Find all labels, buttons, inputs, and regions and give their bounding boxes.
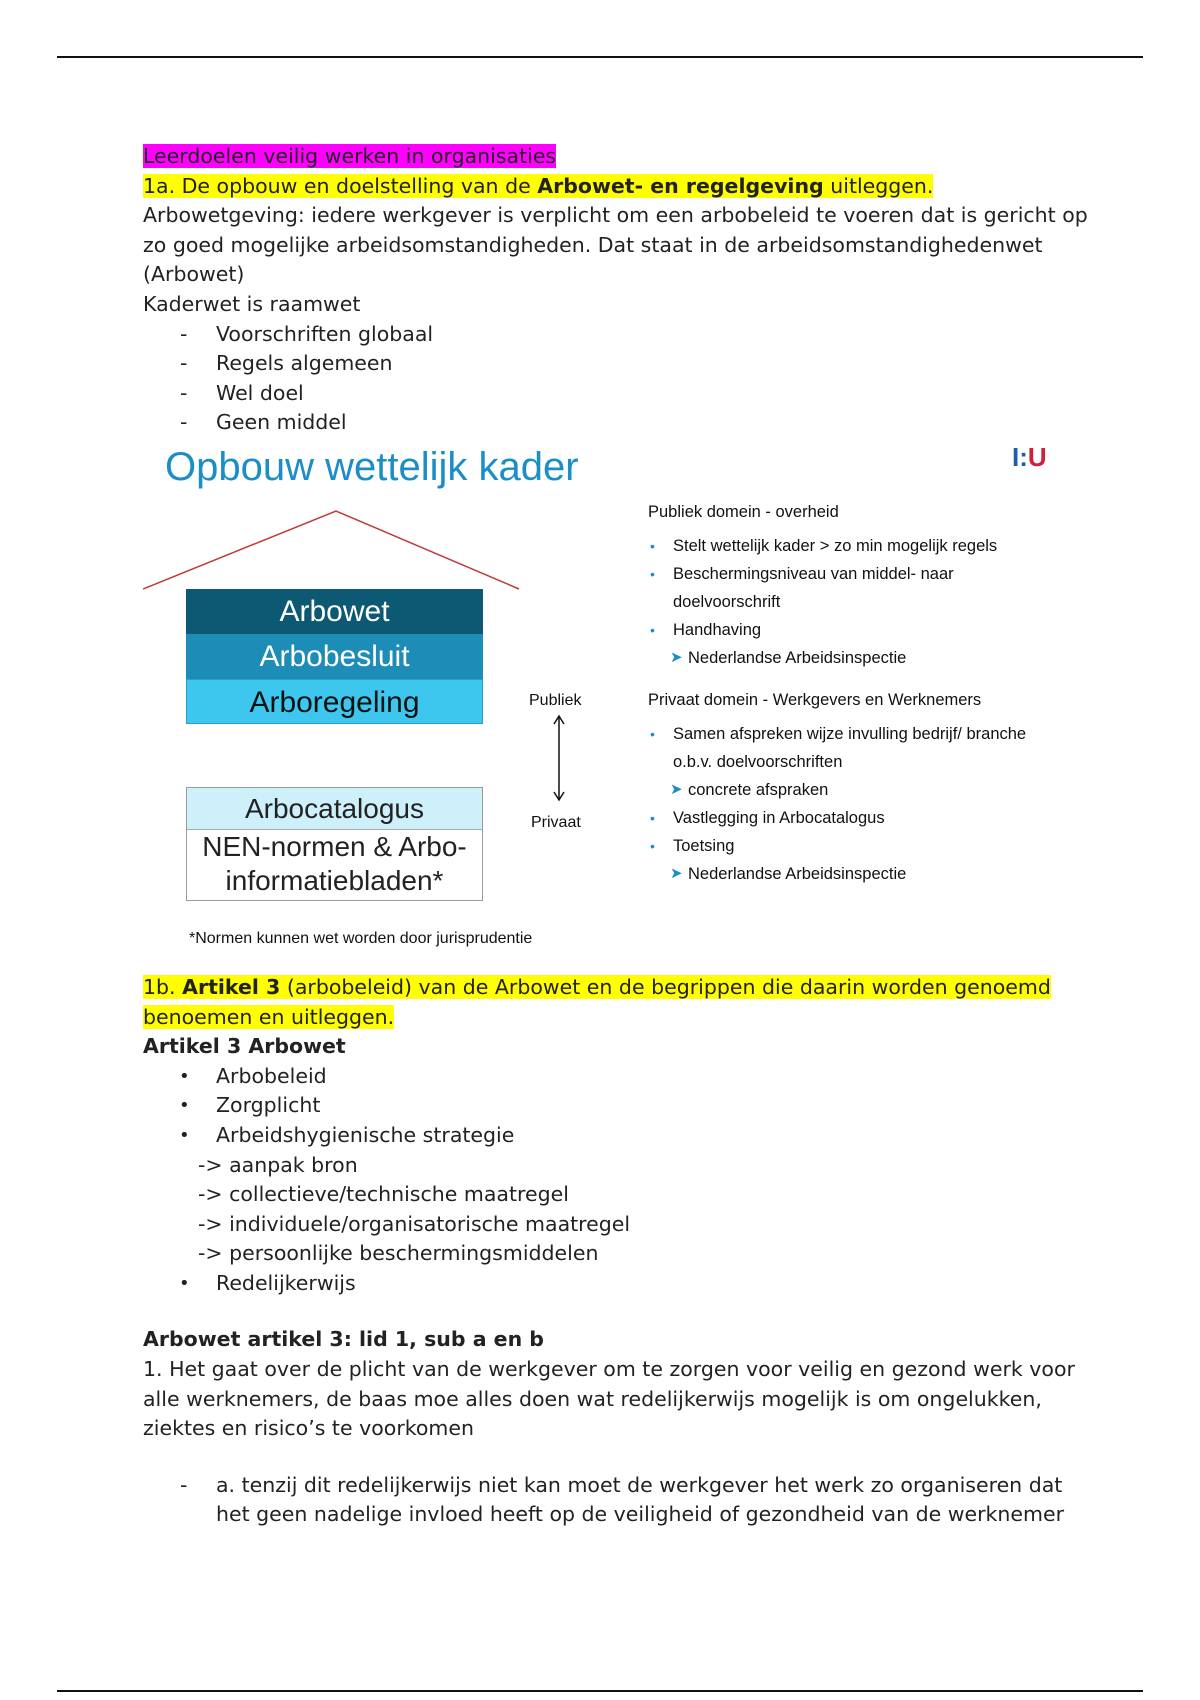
catalog-line: NEN-normen & Arbo- <box>202 830 467 862</box>
list-item-text: Zorgplicht <box>216 1093 321 1118</box>
catalog-line: informatiebladen* <box>225 864 444 896</box>
slide-title: Opbouw wettelijk kader <box>165 444 579 489</box>
label-publiek: Publiek <box>529 691 582 709</box>
double-arrow-icon <box>551 713 567 803</box>
goal-1a-prefix: 1a. De opbouw en doelstelling van de <box>143 173 538 198</box>
public-bullet: • Stelt wettelijk kader > zo min mogelijk regels <box>648 532 1058 560</box>
list-item: - Voorschriften globaal <box>180 321 434 346</box>
public-bullet-cont: doelvoorschrift <box>673 592 781 611</box>
lid-title-text: Arbowet artikel 3: lid 1, sub a en b <box>143 1327 544 1352</box>
roof-shape <box>143 503 523 593</box>
private-sub <box>648 860 1058 888</box>
list-item: - Geen middel <box>180 410 347 435</box>
catalog-title: Arbocatalogus <box>187 788 482 830</box>
list-item: - Regels algemeen <box>180 351 393 376</box>
private-bullet: • Toetsing <box>648 832 1058 860</box>
heading-text: Leerdoelen veilig werken in organisaties <box>143 144 557 168</box>
public-bullet: • Beschermingsniveau van middel- naar <box>648 560 1058 588</box>
private-bullet: • Vastlegging in Arbocatalogus <box>648 804 1058 832</box>
sub-a-text: het geen nadelige invloed heeft op de veiligheid of gezondheid van de werknemer <box>216 1502 1065 1527</box>
block-arbobesluit: Arbobesluit <box>186 634 483 679</box>
document-body <box>143 142 1088 1530</box>
top-rule <box>57 56 1143 58</box>
artikel3-title <box>143 1032 1063 1062</box>
kaderwet-line: Kaderwet is raamwet <box>143 291 361 316</box>
strategy-item: -> individuele/organisatorische maatregel <box>198 1211 631 1236</box>
private-sub-text: concrete afspraken <box>688 780 829 799</box>
private-bullet-cont: o.b.v. doelvoorschriften <box>673 752 843 771</box>
list-item-text: Wel doel <box>216 380 304 405</box>
list-item: • Arbobeleid <box>179 1063 327 1088</box>
goal-1b-prefix: 1b. <box>143 974 183 999</box>
goal-1a-suffix: uitleggen. <box>823 173 934 198</box>
goal-1b-line2 <box>143 1003 1063 1033</box>
public-sub-text: Nederlandse Arbeidsinspectie <box>688 648 907 667</box>
list-item-text: Arbobeleid <box>216 1063 327 1088</box>
arrow-icon: ➤ <box>670 780 683 798</box>
intro-line: Arbowetgeving: iedere werkgever is verplicht om een arbobeleid te voeren dat is gericht op <box>143 203 1088 228</box>
sub-a-item: - a. tenzij dit redelijkerwijs niet kan moet de werkgever het werk zo organiseren dat <box>180 1472 1063 1497</box>
arrow-icon: ➤ <box>670 864 683 882</box>
slide-image <box>143 443 1057 949</box>
domain-description <box>648 498 1058 888</box>
goal-1a <box>143 172 1063 202</box>
private-bullet: • Samen afspreken wijze invulling bedrijf/ branche <box>648 720 1058 748</box>
label-privaat: Privaat <box>531 813 581 831</box>
list-item-text: Geen middel <box>216 410 347 435</box>
public-sub <box>648 644 1058 672</box>
goal-1b-bold: Artikel 3 <box>182 974 281 999</box>
list-item-text: Redelijkerwijs <box>216 1270 356 1295</box>
public-bullet: • Handhaving <box>648 616 1058 644</box>
private-sub-text: Nederlandse Arbeidsinspectie <box>688 864 907 883</box>
sub-a-cont <box>143 1500 1063 1530</box>
block-arbowet: Arbowet <box>186 589 483 634</box>
list-item: - Wel doel <box>180 380 304 405</box>
lid-title <box>143 1325 1063 1355</box>
list-item-text: Voorschriften globaal <box>216 321 434 346</box>
list-item-text: Arbeidshygienische strategie <box>216 1122 515 1147</box>
goal-1b-suffix: (arbobeleid) van de Arbowet en de begrippen die daarin worden genoemd <box>280 974 1051 999</box>
catalog-box <box>186 787 483 901</box>
list-item: • Arbeidshygienische strategie <box>179 1122 515 1147</box>
private-heading: Privaat domein - Werkgevers en Werknemers <box>648 690 982 709</box>
goal-1a-bold: Arbowet- en regelgeving <box>537 173 824 198</box>
arrow-icon: ➤ <box>670 648 683 666</box>
intro-line: (Arbowet) <box>143 262 245 287</box>
heading <box>143 142 1063 172</box>
lid-line: 1. Het gaat over de plicht van de werkgever om te zorgen voor veilig en gezond werk voor <box>143 1357 1075 1382</box>
goal-1b <box>143 973 1063 1003</box>
strategy-item: -> aanpak bron <box>198 1152 358 1177</box>
list-item: • Redelijkerwijs <box>179 1270 356 1295</box>
block-arboregeling: Arboregeling <box>186 679 483 724</box>
list-item: • Zorgplicht <box>179 1093 321 1118</box>
sub-a-text: a. tenzij dit redelijkerwijs niet kan moet de werkgever het werk zo organiseren dat <box>216 1472 1063 1497</box>
goal-1b-line2-text: benoemen en uitleggen. <box>143 1004 395 1029</box>
bottom-rule <box>57 1690 1143 1692</box>
university-logo: I:U <box>1012 441 1047 472</box>
private-sub <box>648 776 1058 804</box>
lid-line: ziektes en risico’s te voorkomen <box>143 1416 475 1441</box>
artikel3-title-text: Artikel 3 Arbowet <box>143 1034 346 1059</box>
intro-line: zo goed mogelijke arbeidsomstandigheden. Dat staat in de arbeidsomstandighedenwet <box>143 232 1043 257</box>
strategy-item: -> collectieve/technische maatregel <box>198 1182 569 1207</box>
lid-line: alle werknemers, de baas moe alles doen wat redelijkerwijs mogelijk is om ongelukken, <box>143 1386 1042 1411</box>
strategy-item: -> persoonlijke beschermingsmiddelen <box>198 1241 599 1266</box>
list-item-text: Regels algemeen <box>216 351 393 376</box>
slide-footnote: *Normen kunnen wet worden door jurisprudentie <box>189 929 533 947</box>
public-heading: Publiek domein - overheid <box>648 502 839 521</box>
